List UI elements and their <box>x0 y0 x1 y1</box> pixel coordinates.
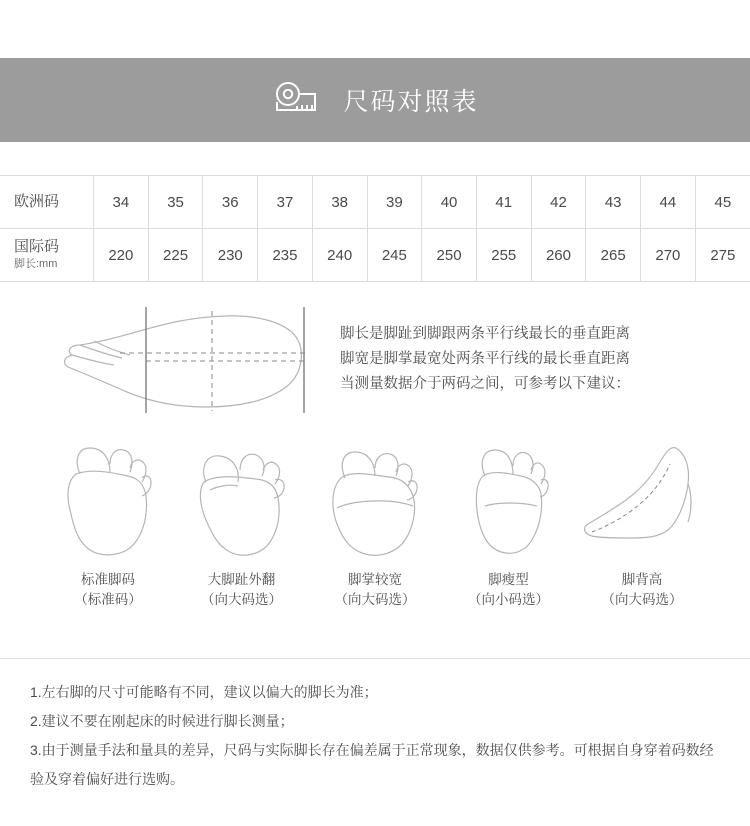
foot-type-wide <box>315 430 435 610</box>
foot-type-standard-name: 标准脚码 <box>81 572 135 587</box>
measure-note-1: 脚长是脚趾到脚跟两条平行线最长的垂直距离 <box>340 326 630 342</box>
cell-eu-5: 39 <box>367 176 422 229</box>
foot-type-wide-advice: （向大码选） <box>334 592 416 607</box>
foot-type-high-instep <box>582 430 702 610</box>
measure-note-2: 脚宽是脚掌最宽处两条平行线的最长垂直距离 <box>340 351 630 367</box>
foot-type-bunion-advice: （向大码选） <box>201 592 282 607</box>
row-header-eu <box>0 176 94 229</box>
header-content <box>271 80 478 120</box>
page-title: 尺码对照表 <box>343 88 479 116</box>
cell-intl-6: 250 <box>422 229 477 282</box>
measurement-section <box>0 300 750 430</box>
row-header-intl <box>0 229 94 282</box>
cell-intl-11: 275 <box>695 229 750 282</box>
row-header-intl-label: 国际码 <box>14 238 60 256</box>
cell-intl-4: 240 <box>312 229 367 282</box>
footer-notes <box>30 678 720 794</box>
foot-type-high-instep-caption <box>582 570 702 610</box>
foot-type-high-instep-advice: （向大码选） <box>601 592 683 607</box>
measure-note-3: 当测量数据介于两码之间，可参考以下建议： <box>340 376 630 392</box>
foot-standard-icon <box>48 430 168 560</box>
foot-type-narrow-caption <box>449 570 569 610</box>
foot-type-standard-caption <box>48 570 168 610</box>
foot-type-bunion-name: 大脚趾外翻 <box>207 572 276 587</box>
cell-intl-2: 230 <box>203 229 258 282</box>
footer-note-3: 3.由于测量手法和量具的差异，尺码与实际脚长存在偏差属于正常现象，数据仅供参考。可根据自身穿着码数经验及穿着偏好进行选购。 <box>30 742 714 787</box>
foot-type-narrow-advice: （向小码选） <box>468 592 549 607</box>
cell-intl-3: 235 <box>258 229 313 282</box>
foot-type-standard <box>48 430 168 610</box>
cell-eu-9: 43 <box>586 176 641 229</box>
cell-eu-1: 35 <box>148 176 203 229</box>
header-banner <box>0 58 750 142</box>
footer-note-1: 1.左右脚的尺寸可能略有不同，建议以偏大的脚长为准； <box>30 684 378 700</box>
row-header-eu-label: 欧洲码 <box>14 192 60 210</box>
cell-intl-9: 265 <box>586 229 641 282</box>
foot-bunion-icon <box>182 430 302 560</box>
table-row-intl <box>0 229 750 282</box>
foot-type-wide-name: 脚掌较宽 <box>348 572 402 587</box>
foot-type-bunion <box>182 430 302 610</box>
foot-high-instep-icon <box>582 430 702 560</box>
cell-intl-10: 270 <box>641 229 696 282</box>
cell-eu-3: 37 <box>258 176 313 229</box>
cell-eu-6: 40 <box>422 176 477 229</box>
cell-eu-2: 36 <box>203 176 258 229</box>
footer-divider <box>0 658 750 659</box>
foot-wide-icon <box>315 430 435 560</box>
measuring-tape-icon <box>271 80 325 120</box>
footer-note-2: 2.建议不要在刚起床的时候进行脚长测量； <box>30 713 294 729</box>
table-row-eu <box>0 176 750 229</box>
cell-eu-7: 41 <box>476 176 531 229</box>
cell-intl-8: 260 <box>531 229 586 282</box>
row-header-intl-sublabel: 脚长:mm <box>14 258 58 270</box>
foot-measure-diagram-icon <box>60 305 320 415</box>
cell-eu-8: 42 <box>531 176 586 229</box>
cell-intl-0: 220 <box>94 229 149 282</box>
cell-eu-0: 34 <box>94 176 149 229</box>
foot-narrow-icon <box>449 430 569 560</box>
foot-type-narrow <box>449 430 569 610</box>
cell-eu-10: 44 <box>641 176 696 229</box>
cell-eu-11: 45 <box>695 176 750 229</box>
foot-type-bunion-caption <box>182 570 302 610</box>
cell-intl-5: 245 <box>367 229 422 282</box>
foot-type-wide-caption <box>315 570 435 610</box>
foot-type-high-instep-name: 脚背高 <box>621 572 663 587</box>
foot-type-row <box>0 430 750 610</box>
cell-intl-7: 255 <box>476 229 531 282</box>
size-table <box>0 175 750 282</box>
size-table-wrap <box>0 175 750 282</box>
cell-eu-4: 38 <box>312 176 367 229</box>
measurement-notes <box>340 322 720 397</box>
foot-type-standard-advice: （标准码） <box>74 592 142 607</box>
foot-type-narrow-name: 脚瘦型 <box>488 572 529 587</box>
cell-intl-1: 225 <box>148 229 203 282</box>
